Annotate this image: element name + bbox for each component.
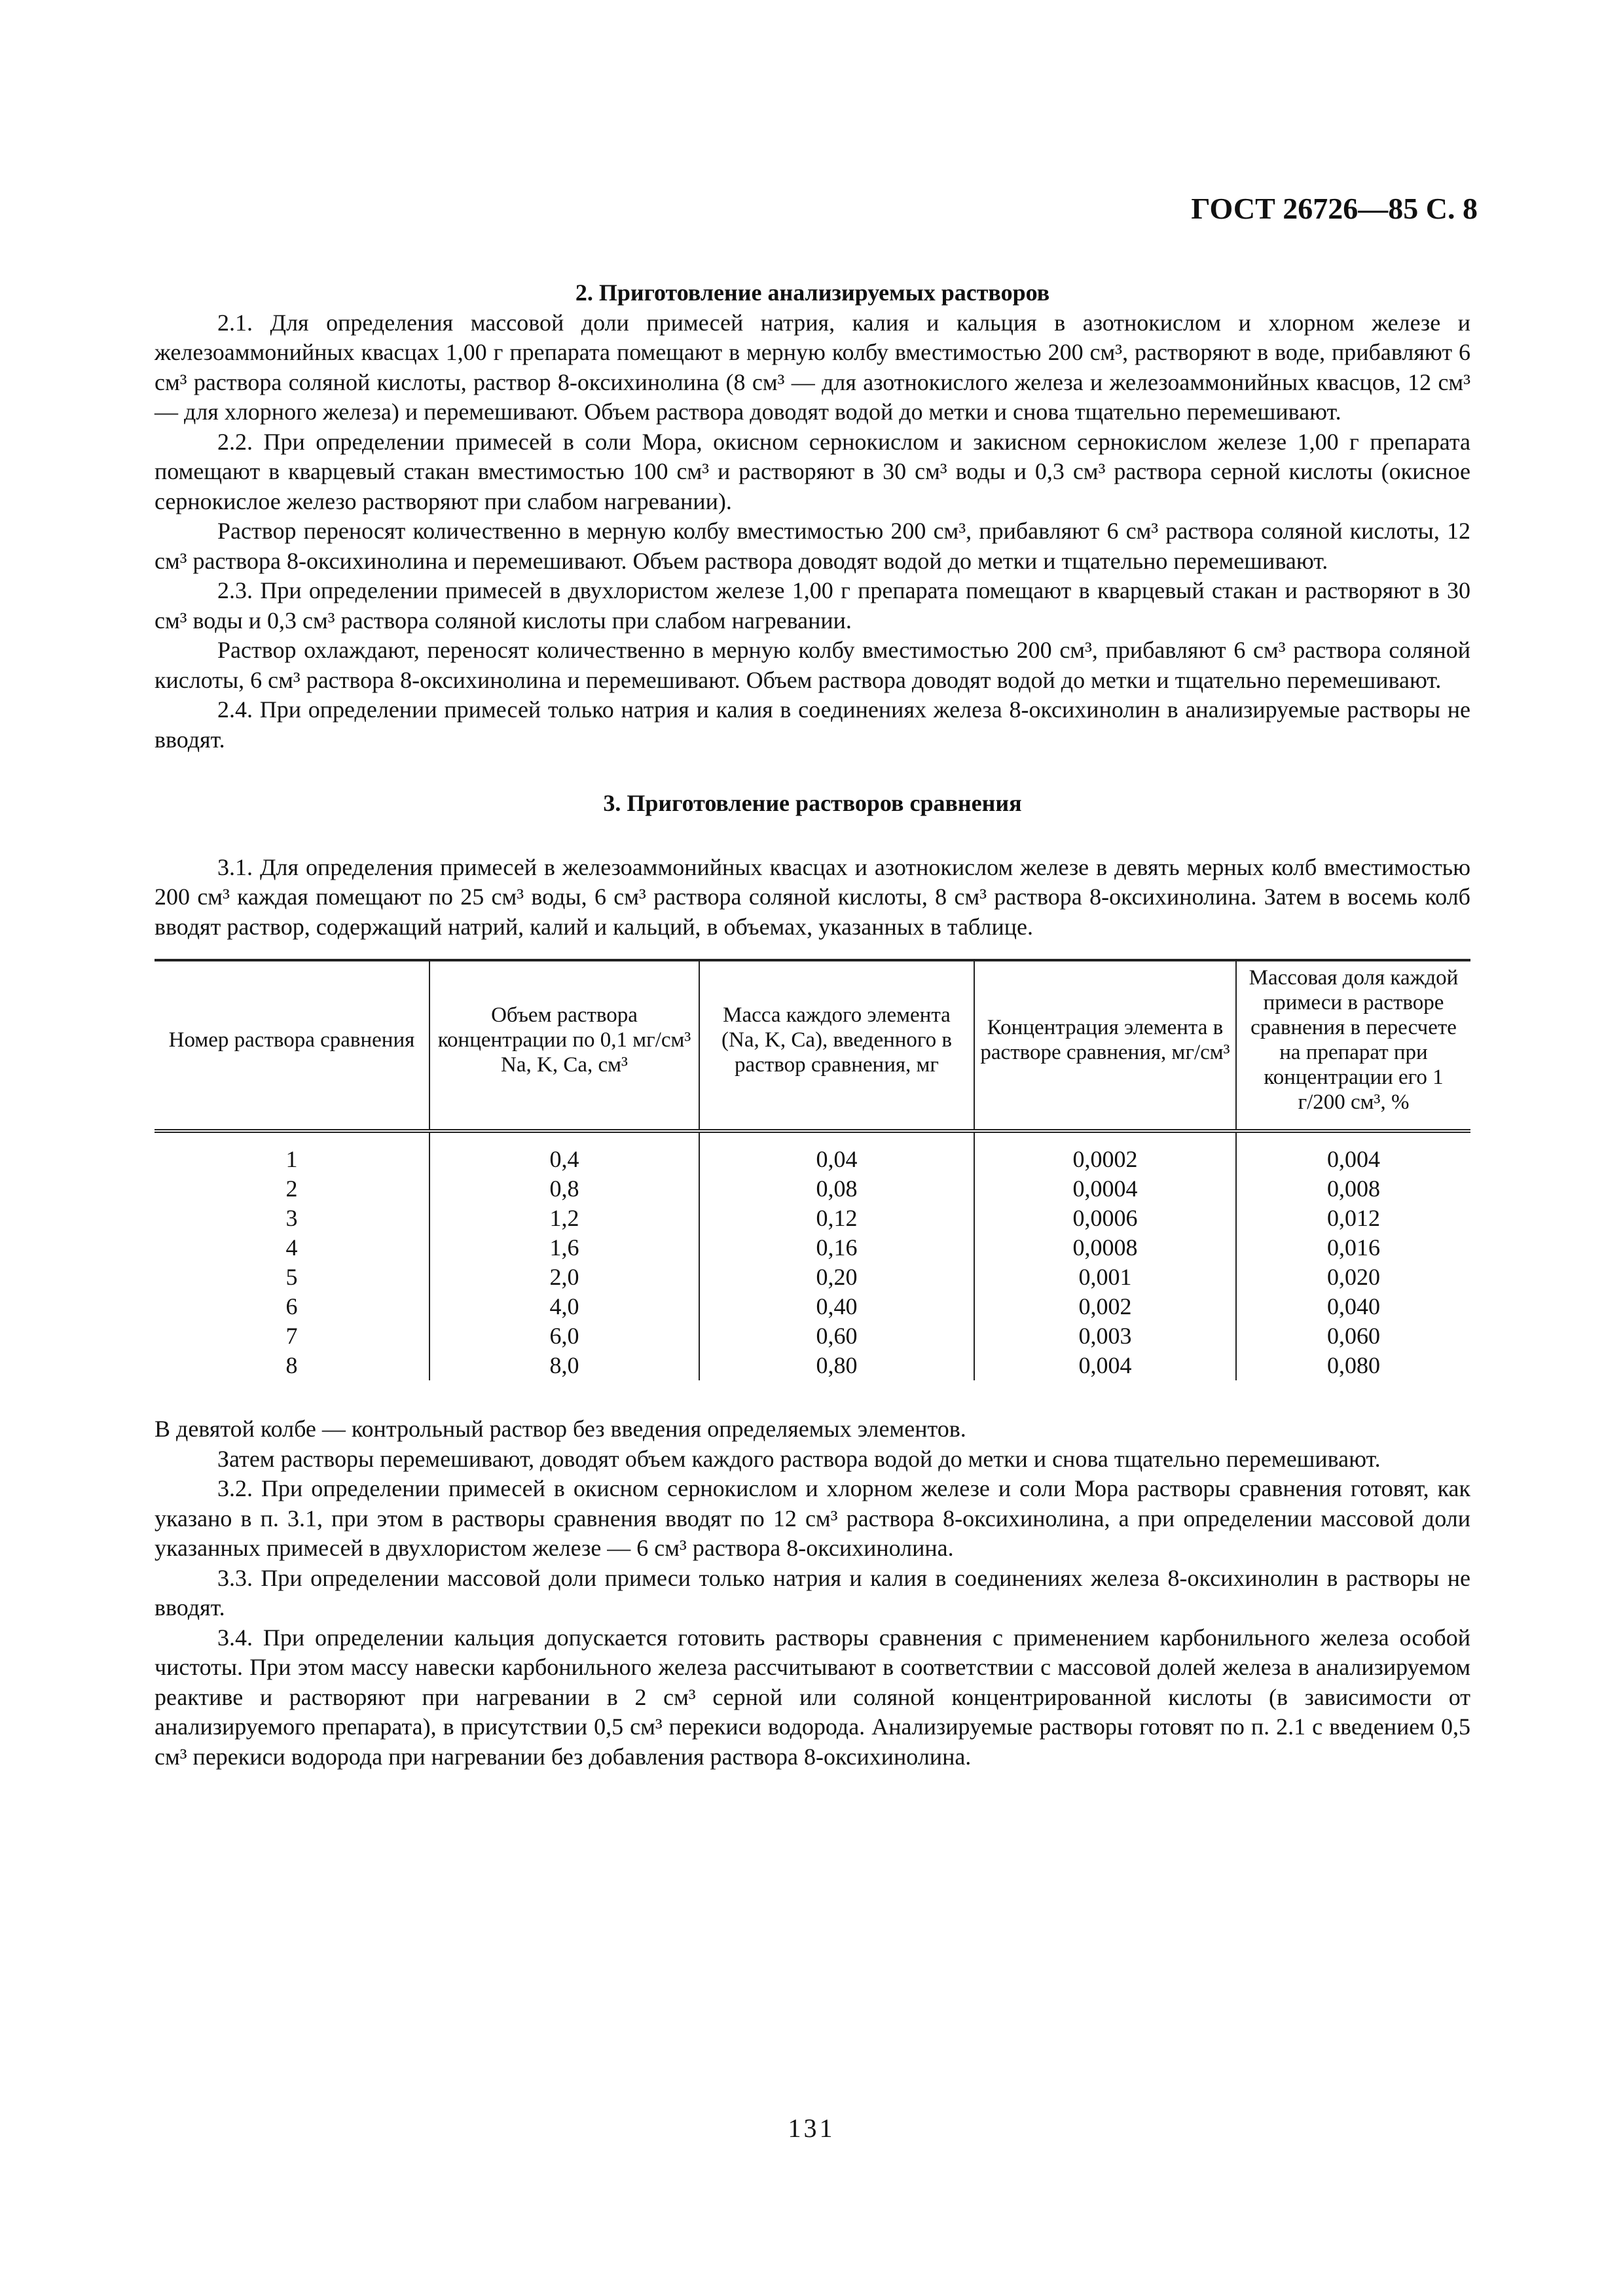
section-3-heading: 3. Приготовление растворов сравнения (603, 790, 1022, 816)
cell-number: 8 (285, 1352, 298, 1378)
paragraph-mixing: Затем растворы перемешивают, доводят объем каждого раствора водой до метки и снова тщательно перемешивают. (217, 1445, 1381, 1472)
header-volume: Объем раствора концентрации по 0,1 мг/см³ Na, K, Ca, см³ (429, 960, 699, 1131)
header-concentration: Концентрация элемента в растворе сравнения, мг/см³ (974, 960, 1236, 1131)
paragraph-3-4: 3.4. При определении кальция допускается готовить растворы сравнения с применением карбонильного железа особой чистоты. При этом массу навески карбонильного железа рассчитывают в соответствии с массовой долей железа в анализируемом реактиве и растворяют при нагревании в 2 см³ серной или соляной концентрированной кислоты (в зависимости от анализируемого препарата), в присутствии 0,5 см³ перекиси водорода. Анализируемые растворы готовят по п. 2.1 с введением 0,5 см³ перекиси водорода при нагревании без добавления раствора 8-оксихинолина. (155, 1624, 1470, 1770)
cell-mass: 0,12 (699, 1204, 974, 1233)
cell-concentration: 0,0004 (974, 1174, 1236, 1204)
paragraph-2-2-cont: Раствор переносят количественно в мерную колбу вместимостью 200 см³, прибавляют 6 см³ раствора соляной кислоты, 12 см³ раствора 8-оксихинолина и перемешивают. Объем раствора доводят водой до метки и тщательно перемешивают. (155, 518, 1470, 574)
table-row (155, 1351, 1470, 1380)
cell-volume: 8,0 (429, 1351, 699, 1380)
header-mass: Масса каждого элемента (Na, K, Ca), введенного в раствор сравнения, мг (699, 960, 974, 1131)
table-row (155, 1131, 1470, 1174)
table-row (155, 1292, 1470, 1321)
cell-mass-fraction: 0,016 (1236, 1233, 1470, 1263)
table-row (155, 1263, 1470, 1292)
cell-concentration: 0,0006 (974, 1204, 1236, 1233)
cell-mass: 0,16 (699, 1233, 974, 1263)
cell-number: 3 (285, 1205, 298, 1231)
cell-mass-fraction: 0,012 (1236, 1204, 1470, 1233)
cell-concentration: 0,003 (974, 1321, 1236, 1351)
cell-volume: 4,0 (429, 1292, 699, 1321)
cell-mass-fraction: 0,004 (1236, 1131, 1470, 1174)
paragraph-3-3: 3.3. При определении массовой доли примеси только натрия и калия в соединениях железа 8-оксихинолин в растворы не вводят. (155, 1564, 1470, 1621)
paragraph-2-3-cont: Раствор охлаждают, переносят количественно в мерную колбу вместимостью 200 см³, прибавляют 6 см³ раствора соляной кислоты, 6 см³ раствора 8-оксихинолина и перемешивают. Объем раствора доводят водой до метки и тщательно перемешивают. (155, 637, 1470, 693)
header-solution-number: Номер раствора сравнения (168, 1028, 415, 1052)
cell-mass: 0,04 (699, 1131, 974, 1174)
cell-mass-fraction: 0,080 (1236, 1351, 1470, 1380)
cell-mass-fraction: 0,040 (1236, 1292, 1470, 1321)
page-number: 131 (788, 2113, 835, 2143)
cell-concentration: 0,004 (974, 1351, 1236, 1380)
cell-mass: 0,40 (699, 1292, 974, 1321)
cell-number: 7 (285, 1323, 298, 1349)
cell-number: 6 (285, 1293, 298, 1319)
cell-volume: 1,2 (429, 1204, 699, 1233)
paragraph-control-flask: В девятой колбе — контрольный раствор без введения определяемых элементов. (155, 1416, 966, 1442)
table-header-row (155, 960, 1470, 1131)
cell-volume: 0,8 (429, 1174, 699, 1204)
cell-mass-fraction: 0,020 (1236, 1263, 1470, 1292)
cell-volume: 0,4 (429, 1131, 699, 1174)
document-body (155, 278, 1470, 1772)
paragraph-2-1: 2.1. Для определения массовой доли примесей натрия, калия и кальция в азотнокислом и хлорном железе и железоаммонийных квасцах 1,00 г препарата помещают в мерную колбу вместимостью 200 см³, растворяют в воде, прибавляют 6 см³ раствора соляной кислоты, раствор 8-оксихинолина (8 см³ — для азотнокислого железа и железоаммонийных квасцов, 12 см³ — для хлорного железа) и перемешивают. Объем раствора доводят водой до метки и снова тщательно перемешивают. (155, 309, 1470, 425)
cell-mass: 0,60 (699, 1321, 974, 1351)
table-row (155, 1204, 1470, 1233)
comparison-solutions-table (155, 959, 1470, 1380)
cell-number: 2 (285, 1175, 298, 1202)
cell-number: 5 (285, 1264, 298, 1290)
cell-concentration: 0,0002 (974, 1131, 1236, 1174)
section-2-heading: 2. Приготовление анализируемых растворов (575, 279, 1050, 306)
table-row (155, 1233, 1470, 1263)
cell-concentration: 0,002 (974, 1292, 1236, 1321)
cell-mass: 0,08 (699, 1174, 974, 1204)
paragraph-2-2: 2.2. При определении примесей в соли Мора, окисном сернокислом и закисном сернокислом железе 1,00 г препарата помещают в кварцевый стакан вместимостью 100 см³ и растворяют в 30 см³ воды и 0,3 см³ раствора серной кислоты (окисное сернокислое железо растворяют при слабом нагревании). (155, 428, 1470, 514)
cell-number: 4 (285, 1234, 298, 1261)
cell-volume: 1,6 (429, 1233, 699, 1263)
cell-volume: 2,0 (429, 1263, 699, 1292)
paragraph-3-1: 3.1. Для определения примесей в железоаммонийных квасцах и азотнокислом железе в девять мерных колб вместимостью 200 см³ каждая помещают по 25 см³ воды, 6 см³ раствора соляной кислоты, 8 см³ раствора 8-оксихинолина. Затем в восемь колб вводят раствор, содержащий натрий, калий и кальций, в объемах, указанных в таблице. (155, 853, 1470, 940)
header-mass-fraction: Массовая доля каждой примеси в растворе сравнения в пересчете на препарат при концентрации его 1 г/200 см³, % (1236, 960, 1470, 1131)
paragraph-3-2: 3.2. При определении примесей в окисном сернокислом и хлорном железе и соли Мора растворы сравнения готовят, как указано в п. 3.1, при этом в растворы сравнения вводят по 12 см³ раствора 8-оксихинолина, а при определении массовой доли указанных примесей в двухлористом железе — 6 см³ раствора 8-оксихинолина. (155, 1475, 1470, 1561)
cell-mass: 0,20 (699, 1263, 974, 1292)
cell-volume: 6,0 (429, 1321, 699, 1351)
table-row (155, 1174, 1470, 1204)
table-row (155, 1321, 1470, 1351)
cell-concentration: 0,0008 (974, 1233, 1236, 1263)
document-header: ГОСТ 26726—85 С. 8 (1191, 192, 1478, 225)
cell-mass-fraction: 0,008 (1236, 1174, 1470, 1204)
cell-concentration: 0,001 (974, 1263, 1236, 1292)
cell-mass-fraction: 0,060 (1236, 1321, 1470, 1351)
cell-number: 1 (285, 1146, 298, 1172)
cell-mass: 0,80 (699, 1351, 974, 1380)
paragraph-2-4: 2.4. При определении примесей только натрия и калия в соединениях железа 8-оксихинолин в анализируемые растворы не вводят. (155, 696, 1470, 753)
paragraph-2-3: 2.3. При определении примесей в двухлористом железе 1,00 г препарата помещают в кварцевый стакан и растворяют в 30 см³ воды и 0,3 см³ раствора соляной кислоты при слабом нагревании. (155, 577, 1470, 634)
